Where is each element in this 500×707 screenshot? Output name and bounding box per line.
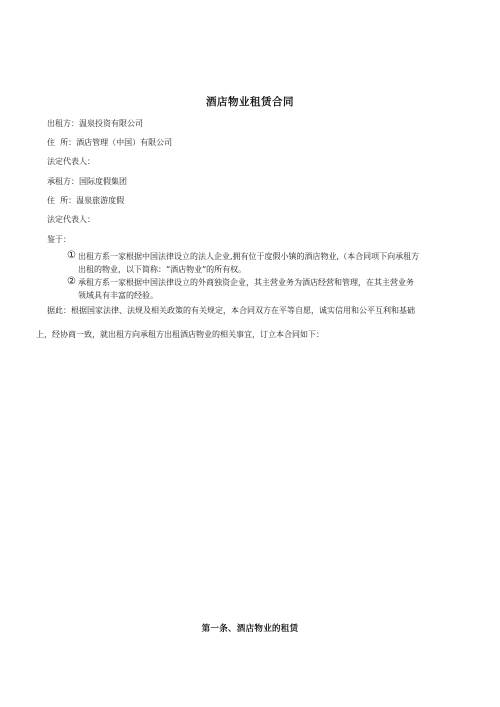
whereas-item-2-line-2: 领域具有丰富的经验。 <box>78 291 158 300</box>
lessee-line <box>47 177 127 187</box>
lessee-address-value: 温泉旅游度假 <box>76 196 125 205</box>
lessee-label: 承租方： <box>47 177 79 186</box>
section-1-heading: 第一条、酒店物业的租赁 <box>201 624 299 634</box>
lessor-value: 温泉投资有限公司 <box>79 119 143 128</box>
whereas-item-1-line-1: 出租方系一家根据中国法律设立的法人企业,拥有位于度假小镇的酒店物业,（本合同项下向承租方 <box>78 252 420 261</box>
lessor-address-value: 酒店管理（中国）有限公司 <box>76 138 173 147</box>
lessor-address-line <box>47 138 172 148</box>
whereas-item-1 <box>67 250 462 276</box>
lessor-address-label: 住 所： <box>47 138 77 147</box>
whereas-item-2 <box>67 276 462 302</box>
lessee-value: 国际度假集团 <box>79 177 127 186</box>
lessor-representative-label: 法定代表人： <box>47 157 95 166</box>
lessor-label: 出租方： <box>47 119 79 128</box>
lessee-representative-label: 法定代表人： <box>47 215 95 224</box>
lessee-representative-line <box>47 215 95 225</box>
agreement-line-1: 据此：根据国家法律、法规及相关政策的有关规定，本合同双方在平等自愿，诚实信用和公平互利和基础 <box>47 306 415 315</box>
item-number: ② <box>67 276 76 287</box>
lessor-line <box>47 119 143 129</box>
item-number: ① <box>67 250 76 261</box>
contract-title: 酒店物业租赁合同 <box>206 96 294 108</box>
whereas-item-2-line-1: 承租方系一家根据中国法律设立的外商独资企业，其主营业务为酒店经营和管理，在其主营业务 <box>78 278 414 287</box>
lessor-representative-line <box>47 157 95 167</box>
whereas-label: 鉴于： <box>47 235 71 244</box>
agreement-line-2: 上，经协商一致，就出租方向承租方出租酒店物业的相关事宜，订立本合同如下： <box>36 330 324 339</box>
lessee-address-label: 住 所： <box>47 196 77 205</box>
lessee-address-line <box>47 196 124 206</box>
whereas-item-1-line-2: 出租的物业，以下简称：“酒店物业”的所有权。 <box>78 265 247 274</box>
